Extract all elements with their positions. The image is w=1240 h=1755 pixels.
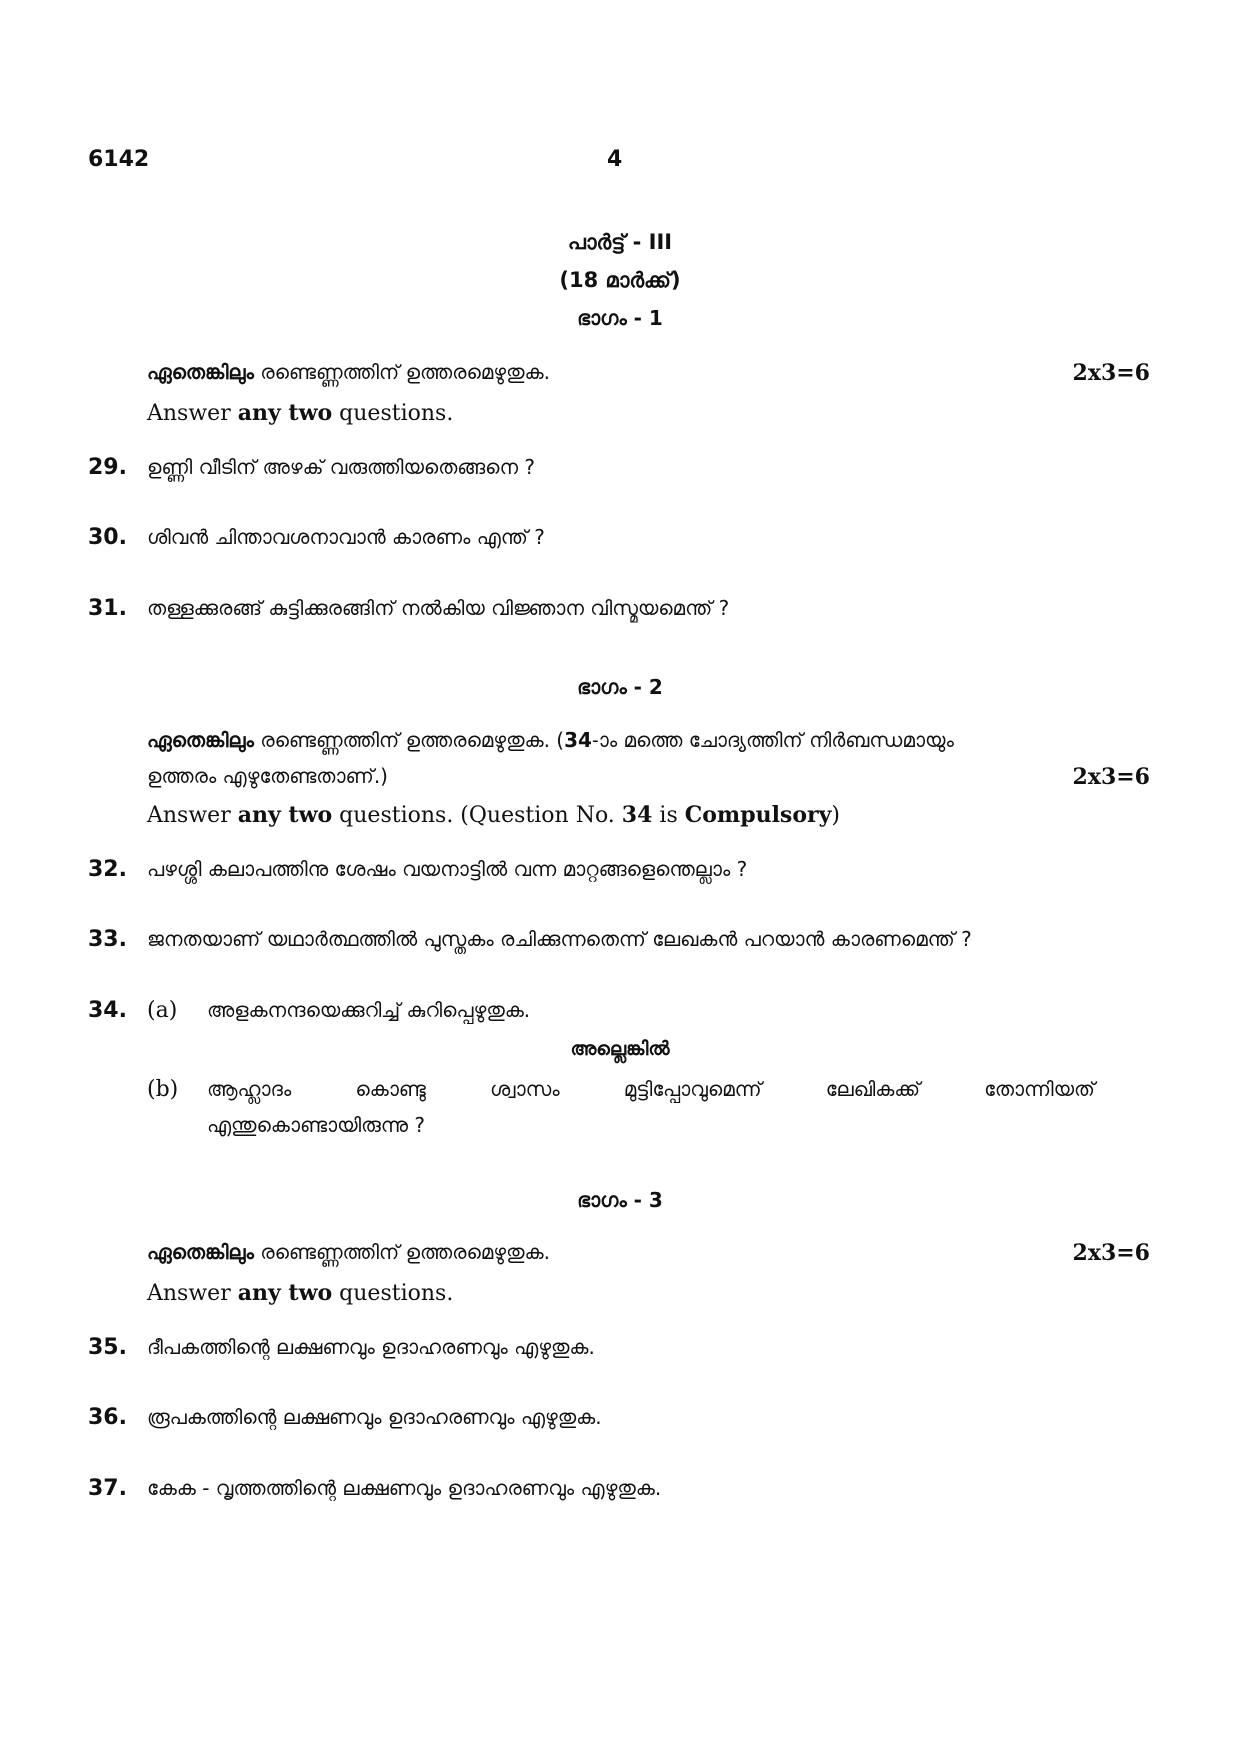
section3-marks: 2x3=6 — [1072, 1240, 1150, 1266]
question-number: 29. — [88, 455, 127, 480]
option-text-a: അളകനന്ദയെക്കുറിച്ച് കുറിപ്പെഴുതുക. — [207, 998, 531, 1022]
question-text: ദീപകത്തിന്റെ ലക്ഷണവും ഉദാഹരണവും എഴുതുക. — [147, 1335, 595, 1359]
page-number: 4 — [607, 147, 623, 172]
section1-title: ഭാഗം - 1 — [577, 306, 663, 330]
question-number: 37. — [88, 1476, 127, 1501]
option-label-a: (a) — [147, 998, 178, 1023]
part-title: പാർട്ട് - III — [567, 230, 673, 254]
part-marks: (18 മാർക്ക്) — [559, 268, 681, 292]
question-number: 35. — [88, 1335, 127, 1360]
question-number: 36. — [88, 1405, 127, 1430]
question-text: കേക - വൃത്തത്തിന്റെ ലക്ഷണവും ഉദാഹരണവും എഴുതുക. — [147, 1476, 662, 1500]
section2-title: ഭാഗം - 2 — [577, 675, 663, 699]
question-text: ശിവൻ ചിന്താവശനാവാൻ കാരണം എന്ത് ? — [147, 525, 545, 549]
question-text: തള്ളക്കുരങ്ങ് കുട്ടിക്കുരങ്ങിന് നൽകിയ വിജ്ഞാന വിസ്മയമെന്ത് ? — [147, 596, 730, 620]
section3-instruction-en: Answer any two questions. — [147, 1280, 454, 1306]
question-number: 30. — [88, 525, 127, 550]
option-text-b: ആഹ്ലാദം കൊണ്ടു ശ്വാസം മുട്ടിപ്പോവുമെന്ന് ലേഖികക്ക് തോന്നിയത് — [207, 1077, 1095, 1101]
section3-instruction-ml: ഏതെങ്കിലും രണ്ടെണ്ണത്തിന് ഉത്തരമെഴുതുക. — [147, 1240, 550, 1264]
option-text-b-line2: എന്തുകൊണ്ടായിരുന്നു ? — [207, 1113, 425, 1137]
or-label: അല്ലെങ്കിൽ — [570, 1038, 670, 1060]
question-text: രൂപകത്തിന്റെ ലക്ഷണവും ഉദാഹരണവും എഴുതുക. — [147, 1405, 602, 1429]
question-number: 32. — [88, 857, 127, 882]
question-text: ഉണ്ണി വീടിന് അഴക് വരുത്തിയതെങ്ങനെ ? — [147, 455, 535, 479]
section2-instruction-en: Answer any two questions. (Question No. 34 is Compulsory) — [147, 802, 840, 828]
section1-instruction-en: Answer any two questions. — [147, 400, 454, 426]
section2-instruction-ml: ഏതെങ്കിലും രണ്ടെണ്ണത്തിന് ഉത്തരമെഴുതുക. (34-ാം മത്തെ ചോദ്യത്തിന് നിർബന്ധമായും — [147, 728, 954, 752]
question-number: 31. — [88, 596, 127, 621]
section2-instruction-ml-line2: ഉത്തരം എഴുതേണ്ടതാണ്.) — [147, 764, 388, 788]
question-text: പഴശ്ശി കലാപത്തിനു ശേഷം വയനാട്ടിൽ വന്ന മാറ്റങ്ങളെന്തെല്ലാം ? — [147, 857, 748, 881]
paper-code: 6142 — [88, 147, 150, 172]
section1-marks: 2x3=6 — [1072, 360, 1150, 386]
question-number: 33. — [88, 927, 127, 952]
section2-marks: 2x3=6 — [1072, 764, 1150, 790]
question-number: 34. — [88, 998, 127, 1023]
question-text: ജനതയാണ് യഥാർത്ഥത്തിൽ പുസ്തകം രചിക്കുന്നതെന്ന് ലേഖകൻ പറയാൻ കാരണമെന്ത് ? — [147, 927, 972, 951]
option-label-b: (b) — [147, 1077, 179, 1102]
section3-title: ഭാഗം - 3 — [577, 1188, 663, 1212]
section1-instruction-ml: ഏതെങ്കിലും രണ്ടെണ്ണത്തിന് ഉത്തരമെഴുതുക. — [147, 360, 550, 384]
